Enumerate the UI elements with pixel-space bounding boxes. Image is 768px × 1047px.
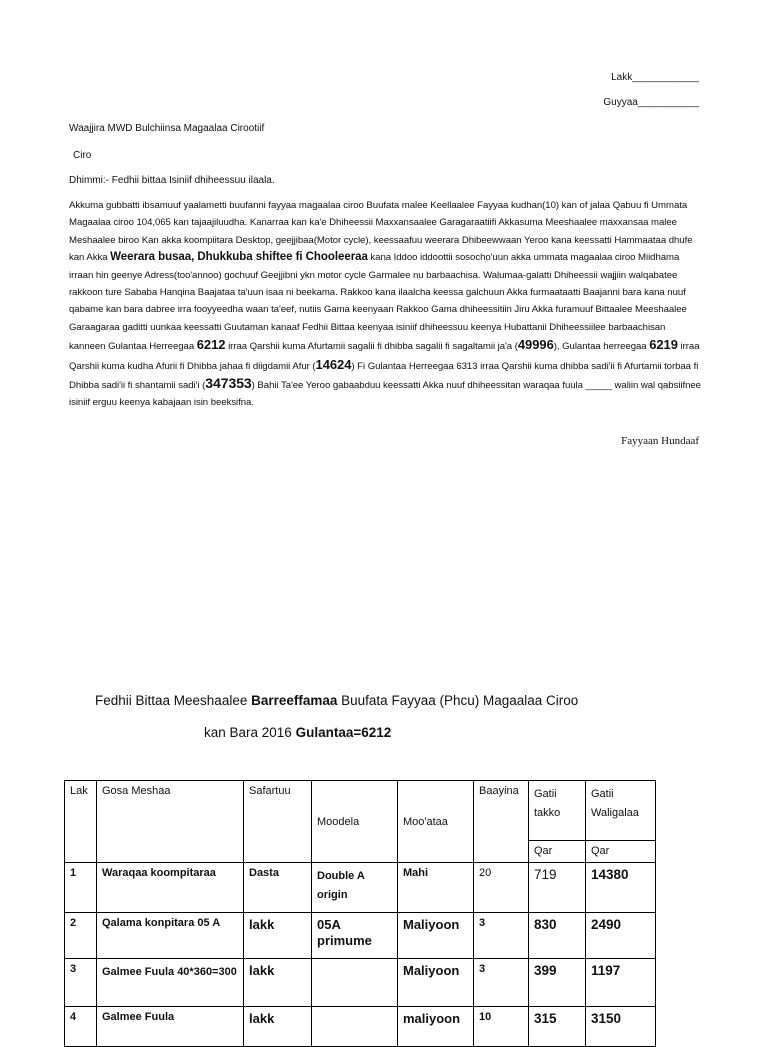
letter-body: [69, 197, 701, 412]
cell-lak: 4: [65, 1007, 97, 1047]
cell-moodela: [312, 959, 398, 1007]
amount-49996: 49996: [517, 337, 554, 353]
cell-baayina: 3: [474, 959, 529, 1007]
cell-safartuu: lakk: [244, 959, 312, 1007]
cell-lak: 2: [65, 913, 97, 959]
body-text-5: irraa Qarshii kuma kudha Afurii fi Dhibba jahaa fi diigdamii Afur (: [69, 341, 700, 372]
table-row: [65, 863, 656, 913]
table-title-bold: Barreeffamaa: [251, 693, 338, 708]
table-title-line-1: [95, 693, 578, 708]
addressee: Waajjira MWD Bulchiinsa Magaalaa Cirootiif: [69, 123, 265, 134]
body-text-7: ) Bahii Ta'ee Yeroo gabaabduu keessatti Akka nuuf dhiheessitan waraqaa fuula _____ waliin wal qabsiifnee isiniif erguu keenya kabajaan isin beeksifna.: [69, 380, 701, 409]
header-gatii-wali-2: Waligalaa: [591, 807, 639, 819]
table-row: [65, 959, 656, 1007]
cell-lak: 3: [65, 959, 97, 1007]
subject-line: Dhimmi:- Fedhii bittaa Isiniif dhiheessuu ilaala.: [69, 175, 275, 186]
table-row: [65, 1007, 656, 1047]
body-text-3: irraa Qarshii kuma Afurtamii sagalii fi dhibba sagalii fi sagaltamii ja'a (: [225, 341, 518, 353]
header-gatii-takko-1: Gatii: [534, 788, 557, 800]
header-lak: Lak: [65, 781, 97, 863]
cell-gosa: Galmee Fuula: [97, 1007, 244, 1047]
body-text-4: ), Gulantaa herreegaa: [553, 341, 650, 353]
table-row: [65, 913, 656, 959]
header-safartuu: Safartuu: [244, 781, 312, 863]
header-moodela: Moodela: [312, 781, 398, 863]
body-text-2: kana Iddoo iddoottii sosocho'uun akka ummata magaalaa ciroo Miidhama irraan hin geenye Adress(too'annoo) gochuuf Geejjibni ykn motor cycle Garmalee nu barbaachisa. Walumaa-galatti Dhiheessii wajjiin walqabatee rakkoon ture Sababa Hanqina Baajataa ta'uun isaa ni beekama. Rakkoo kana ilaalcha keessa galchuun Akka furmaataatti Baajanni bara kana nuuf qabame kan bara dabree irra fooyyeedha waan ta'eef, nutiis Gama keenyaan Rakkoo Gama dhiheessitiin Jiru Akka furamuuf Bittaalee Meeshaalee Garaagaraa gaditti uunkaa keessatti Guutaman kanaaf Fedhii Bittaa keenyaa isiniif dhiheessuu keenya Hubattanii Dhiheessiilee barbaachisan kanneen Gulantaa Herreegaa: [69, 252, 687, 353]
header-qar-takko: Qar: [529, 841, 586, 863]
cell-lak: 1: [65, 863, 97, 913]
account-6212: 6212: [196, 337, 226, 353]
cell-gatii-waligalaa: 14380: [586, 863, 656, 913]
cell-gatii-waligalaa: 1197: [586, 959, 656, 1007]
table-title-text-2: Buufata Fayyaa (Phcu) Magaalaa Ciroo: [337, 693, 579, 708]
header-gosa-meshaa: Gosa Meshaa: [97, 781, 244, 863]
cell-baayina: 20: [474, 863, 529, 913]
cell-moodela: Double A origin: [312, 863, 398, 913]
amount-347353: 347353: [205, 375, 252, 392]
account-6219: 6219: [649, 337, 678, 353]
amount-14624: 14624: [315, 356, 352, 372]
cell-mooataa: maliyoon: [398, 1007, 474, 1047]
cell-gosa: Qalama konpitara 05 A: [97, 913, 244, 959]
body-bold-diseases: Weerara busaa, Dhukkuba shiftee fi Chooleeraa: [110, 251, 368, 264]
body-text-6: ) Fi Gulantaa Herreegaa 6313 irraa Qarshii kuma dhibba sadi'ii fi Afurtamii torbaa fi Dhibba sadi'ii fi shantamii sadi'i (: [69, 360, 699, 392]
signature: Fayyaan Hundaaf: [621, 435, 699, 447]
cell-safartuu: lakk: [244, 913, 312, 959]
cell-moodela: [312, 1007, 398, 1047]
cell-gosa: Galmee Fuula 40*360=300: [97, 959, 244, 1007]
cell-gatii-waligalaa: 3150: [586, 1007, 656, 1047]
body-text-1: Akkuma gubbatti ibsamuuf yaalametti buufanni fayyaa magaalaa ciroo Buufata malee Keellaalee Fayyaa kudhan(10) kan of jalaa Qabuu fi Ummata Magaalaa ciroo 104,065 kan tajaajiluudha. Kanarraa kan ka'e Dhiheessii Maxxansaalee Garagaraatiifi Akkasuma Meeshaalee maxxansaa malee Meshaalee biroo Kan akka koompiitara Desktop, geejjibaa(Motor cycle), keessaafuu weerara Dhibeewwaan Yeroo kana keessatti Hammaataa dhufe kan Akka: [69, 200, 693, 264]
cell-gatii-takko: 315: [529, 1007, 586, 1047]
lakk-line: Lakk____________: [611, 72, 699, 83]
cell-mooataa: Maliyoon: [398, 913, 474, 959]
cell-safartuu: lakk: [244, 1007, 312, 1047]
header-gatii-takko-2: takko: [534, 807, 561, 819]
cell-gatii-waligalaa: 2490: [586, 913, 656, 959]
table-subtitle-bold: Gulantaa=6212: [295, 725, 392, 740]
header-baayina: Baayina: [474, 781, 529, 863]
cell-safartuu: Dasta: [244, 863, 312, 913]
header-qar-waligalaa: Qar: [586, 841, 656, 863]
addressee-city: Ciro: [73, 150, 92, 161]
cell-mooataa: Maliyoon: [398, 959, 474, 1007]
table-title-text: Fedhii Bittaa Meeshaalee: [95, 693, 252, 708]
header-mooataa: Moo'ataa: [398, 781, 474, 863]
cell-moodela: 05A primume: [312, 913, 398, 959]
items-table: [64, 780, 656, 1047]
header-gatii-wali-1: Gatii: [591, 788, 614, 800]
cell-gatii-takko: 719: [529, 863, 586, 913]
cell-baayina: 10: [474, 1007, 529, 1047]
cell-mooataa: Mahi: [398, 863, 474, 913]
cell-gatii-takko: 830: [529, 913, 586, 959]
header-gatii-takko: [529, 781, 586, 841]
cell-gatii-takko: 399: [529, 959, 586, 1007]
table-subtitle-text: kan Bara 2016: [204, 725, 296, 740]
guyyaa-line: Guyyaa___________: [603, 97, 699, 108]
cell-baayina: 3: [474, 913, 529, 959]
cell-gosa: Waraqaa koompitaraa: [97, 863, 244, 913]
header-gatii-waligalaa: [586, 781, 656, 841]
table-title-line-2: [204, 725, 391, 740]
